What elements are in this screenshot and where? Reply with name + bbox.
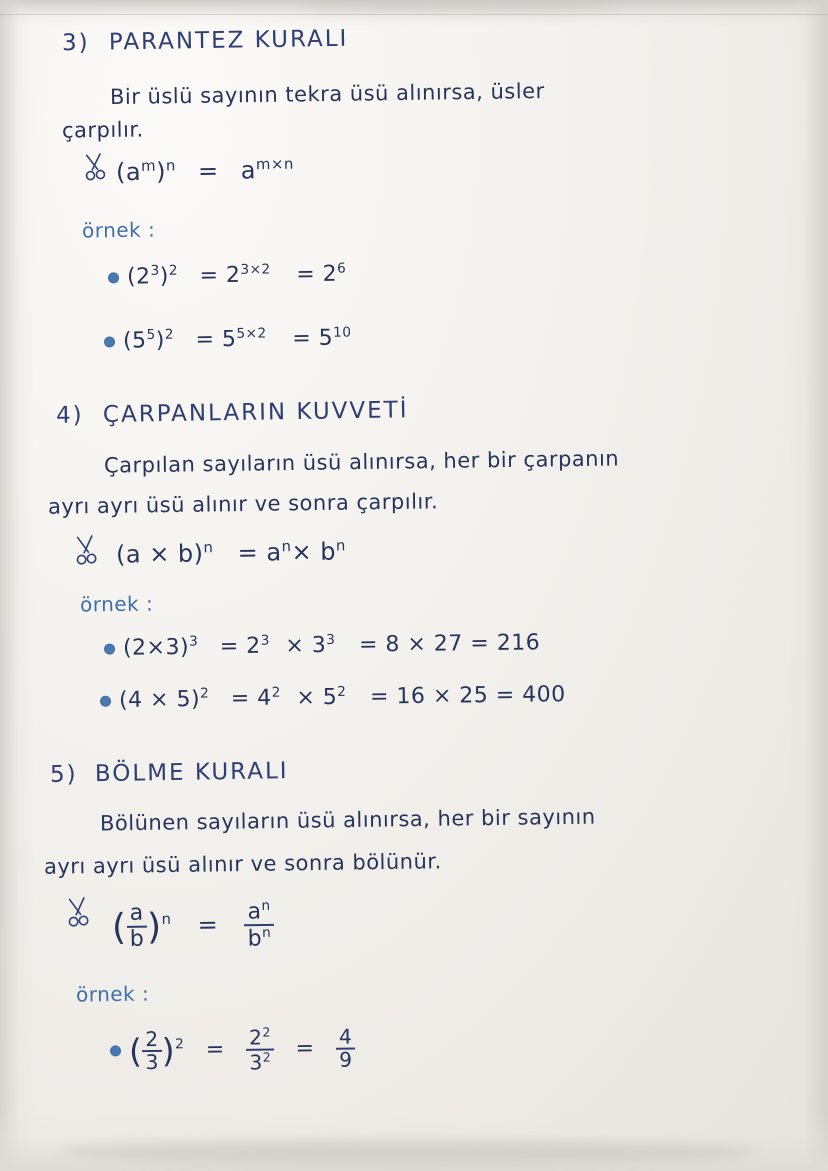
section-4-formula <box>116 536 346 568</box>
formula-numerator: a <box>129 901 144 927</box>
ex1-open-paren: ( <box>128 1031 143 1071</box>
formula-b-exp: n <box>335 536 346 555</box>
bullet-icon <box>104 336 115 347</box>
formula-outer-exponent: n <box>165 156 176 175</box>
result-den-exp: n <box>261 924 272 941</box>
formula-right-exponent: m×n <box>255 154 294 174</box>
ex1-step-den <box>246 1048 274 1073</box>
formula-right-base: a <box>240 156 257 185</box>
result-numerator <box>244 899 274 924</box>
scissors-icon <box>64 895 94 937</box>
ex1-step-num <box>246 1025 274 1048</box>
ex1-result-num: 4 <box>338 1024 353 1049</box>
ex2-open: (5 <box>122 328 147 354</box>
ex2-step1: = 5 <box>195 327 237 353</box>
ex2-step2-exp: 2 <box>337 683 347 700</box>
ex2-result-exp: 10 <box>333 324 352 341</box>
ex1-left-exp: 3 <box>188 633 199 650</box>
ex1-result: = 2 <box>296 261 338 288</box>
formula-times-b: × b <box>291 537 337 567</box>
section-3-formula <box>116 155 294 186</box>
result-num-base: a <box>247 899 262 925</box>
section-4-example-label: örnek : <box>79 591 154 617</box>
ex1-equals-2: = <box>295 1035 315 1062</box>
section-4-number: 4) <box>55 402 84 429</box>
section-4-rule-line-1: Çarpılan sayıların üsü alınırsa, her bir çarpanın <box>103 446 620 478</box>
bullet-icon <box>104 643 115 654</box>
section-5-heading <box>50 758 289 788</box>
section-3-rule-line-2: çarpılır. <box>61 117 144 143</box>
ex1-left: (2×3) <box>122 634 190 661</box>
formula-equals: = <box>197 156 219 186</box>
scissors-icon <box>72 533 102 575</box>
ex2-left: (4 × 5) <box>118 686 201 713</box>
ex2-step1: = 4 <box>230 686 272 712</box>
ex1-close-paren: ) <box>161 1030 176 1071</box>
ex2-step1-exp: 2 <box>271 684 281 701</box>
formula-fraction <box>126 902 147 951</box>
section-4-example-2 <box>100 681 566 713</box>
section-4-example-1 <box>104 629 541 661</box>
bullet-icon <box>100 696 111 707</box>
formula-denominator: b <box>127 925 148 950</box>
ex1-step1: = 2 <box>219 634 261 660</box>
section-4-rule-line-2: ayrı ayrı üsü alınır ve sonra çarpılır. <box>47 489 439 519</box>
ex1-result-exp: 6 <box>337 260 347 277</box>
section-5-formula <box>112 899 275 952</box>
formula-left: (a × b) <box>115 539 204 569</box>
ex1-result-den: 9 <box>336 1047 356 1070</box>
formula-equals: = a <box>237 538 282 567</box>
section-4-title: ÇARPANLARIN KUVVETİ <box>102 397 409 429</box>
formula-exponent: n <box>161 909 172 928</box>
ex1-result: = 8 × 27 = 216 <box>358 630 541 658</box>
formula-left-close: ) <box>155 157 167 186</box>
ex2-inner-exp: 5 <box>146 326 156 343</box>
result-den-base: b <box>247 925 263 952</box>
ex1-close: ) <box>159 264 170 290</box>
section-3-heading <box>62 26 349 56</box>
ex1-outer-exp: 2 <box>168 262 179 279</box>
ex1-equals-1: = <box>205 1037 225 1063</box>
section-3-example-label: örnek : <box>81 217 156 243</box>
scissors-icon <box>82 151 110 190</box>
ex2-step2: × 5 <box>296 685 338 711</box>
ex1-step1-exp: 3 <box>260 632 270 649</box>
section-4-heading <box>56 397 409 429</box>
section-3-number: 3) <box>61 29 90 57</box>
ex1-open: (2 <box>126 264 151 290</box>
ex1-step2: × 3 <box>285 633 327 659</box>
formula-left-exp: n <box>203 538 214 557</box>
ex2-outer-exp: 2 <box>164 326 175 343</box>
section-5-title: BÖLME KURALI <box>94 758 289 788</box>
ex1-inner-exp: 3 <box>150 262 160 279</box>
formula-a-exp: n <box>281 537 292 556</box>
ex1-step-num-base: 2 <box>248 1025 263 1050</box>
ex2-step1-exp: 5×2 <box>236 325 267 342</box>
ex1-denominator: 3 <box>142 1050 162 1073</box>
formula-left: (a <box>115 157 142 187</box>
section-5-example-label: örnek : <box>75 981 150 1007</box>
ex1-result-fraction <box>336 1026 356 1071</box>
ex1-step1-exp: 3×2 <box>240 261 271 278</box>
ex1-step1: = 2 <box>199 263 241 289</box>
section-3-title: PARANTEZ KURALI <box>108 25 349 56</box>
section-5-rule-line-1: Bölünen sayıların üsü alınırsa, her bir sayının <box>99 804 596 836</box>
bullet-icon <box>110 1046 121 1057</box>
formula-left-exponent: m <box>140 156 157 175</box>
ex1-fraction <box>142 1026 162 1075</box>
section-3-example-2 <box>104 324 352 353</box>
ex2-result: = 16 × 25 = 400 <box>369 682 566 710</box>
section-3-rule-line-1: Bir üslü sayının tekra üsü alınırsa, üsler <box>109 78 545 110</box>
bullet-icon <box>108 272 119 283</box>
ex1-step-num-exp: 2 <box>262 1024 271 1040</box>
section-5-rule-line-2: ayrı ayrı üsü alınır ve sonra bölünür. <box>43 849 442 879</box>
ex2-close: ) <box>155 328 166 354</box>
formula-open-paren: ( <box>111 907 127 949</box>
ex1-step2-exp: 3 <box>326 631 336 648</box>
ex1-step-den-exp: 2 <box>262 1049 272 1065</box>
formula-equals: = <box>197 910 219 939</box>
ex1-numerator: 2 <box>145 1026 159 1051</box>
ex2-result: = 5 <box>292 326 334 352</box>
ex1-step-den-base: 3 <box>249 1050 263 1075</box>
section-5-number: 5) <box>49 761 78 788</box>
section-3-example-1 <box>108 261 347 290</box>
result-num-exp: n <box>261 897 271 915</box>
result-denominator <box>244 923 274 950</box>
section-5-example-1 <box>110 1025 356 1076</box>
ex2-left-exp: 2 <box>199 685 210 702</box>
formula-result-fraction <box>244 899 274 950</box>
ex1-exponent: 2 <box>174 1036 185 1053</box>
formula-close-paren: ) <box>146 906 162 948</box>
ex1-step-fraction <box>246 1025 274 1073</box>
